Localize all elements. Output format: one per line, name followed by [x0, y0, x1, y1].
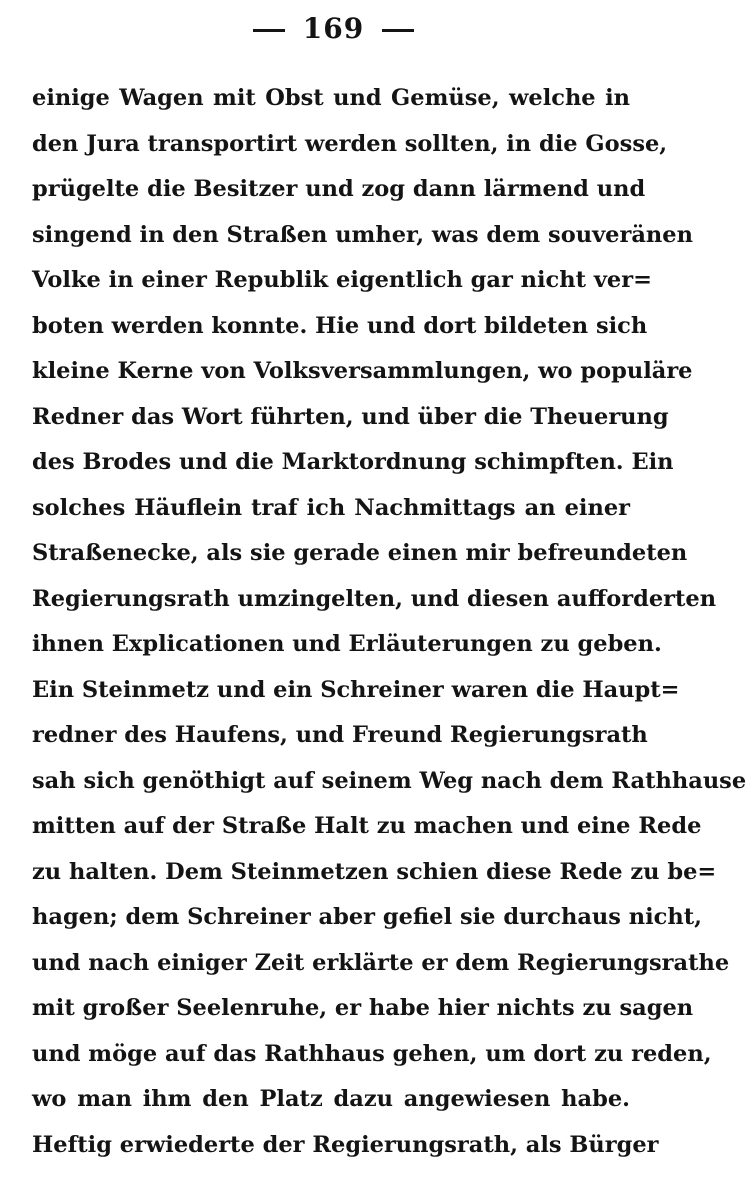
text-line: wo man ihm den Platz dazu angewiesen habe. — [32, 1086, 630, 1112]
text-line: Volke in einer Republik eigentlich gar nicht ver= — [32, 267, 652, 293]
text-line: ihnen Explicationen und Erläuterungen zu geben. — [32, 631, 662, 657]
text-line: prügelte die Besitzer und zog dann lärmend und — [32, 176, 646, 202]
text-line: zu halten. Dem Steinmetzen schien diese Rede zu be= — [32, 858, 717, 885]
text-line: hagen; dem Schreiner aber gefiel sie durchaus nicht, — [32, 904, 702, 930]
text-line: Ein Steinmetz und ein Schreiner waren die Haupt= — [32, 676, 680, 703]
text-line: redner des Haufens, und Freund Regierungsrath — [32, 722, 648, 748]
body-text — [32, 76, 746, 1168]
text-line: Regierungsrath umzingelten, und diesen aufforderten — [32, 585, 717, 612]
text-line: singend in den Straßen umher, was dem souveränen — [32, 221, 693, 248]
text-line: solches Häuflein traf ich Nachmittags an einer — [32, 494, 630, 521]
text-line: den Jura transportirt werden sollten, in die Gosse, — [32, 130, 668, 157]
text-line: mit großer Seelenruhe, er habe hier nichts zu sagen — [32, 995, 694, 1021]
left-dash — [253, 29, 285, 32]
text-line: sah sich genöthigt auf seinem Weg nach dem Rathhause — [32, 767, 746, 794]
text-line: boten werden konnte. Hie und dort bildeten sich — [32, 312, 648, 339]
text-line: Straßenecke, als sie gerade einen mir befreundeten — [32, 540, 688, 566]
text-line: einige Wagen mit Obst und Gemüse, welche in — [32, 85, 630, 111]
text-line: und möge auf das Rathhaus gehen, um dort zu reden, — [32, 1040, 712, 1067]
text-line: kleine Kerne von Volksversammlungen, wo populäre — [32, 358, 693, 384]
text-line: und nach einiger Zeit erklärte er dem Regierungsrathe — [32, 949, 730, 976]
page-number: 169 — [302, 12, 365, 45]
text-line: des Brodes und die Marktordnung schimpften. Ein — [32, 449, 674, 475]
text-line: Heftig erwiederte der Regierungsrath, als Bürger — [32, 1131, 659, 1158]
page-header — [0, 12, 667, 45]
text-line: Redner das Wort führten, und über die Theuerung — [32, 403, 669, 430]
text-line: mitten auf der Straße Halt zu machen und eine Rede — [32, 813, 702, 839]
right-dash — [382, 29, 414, 32]
